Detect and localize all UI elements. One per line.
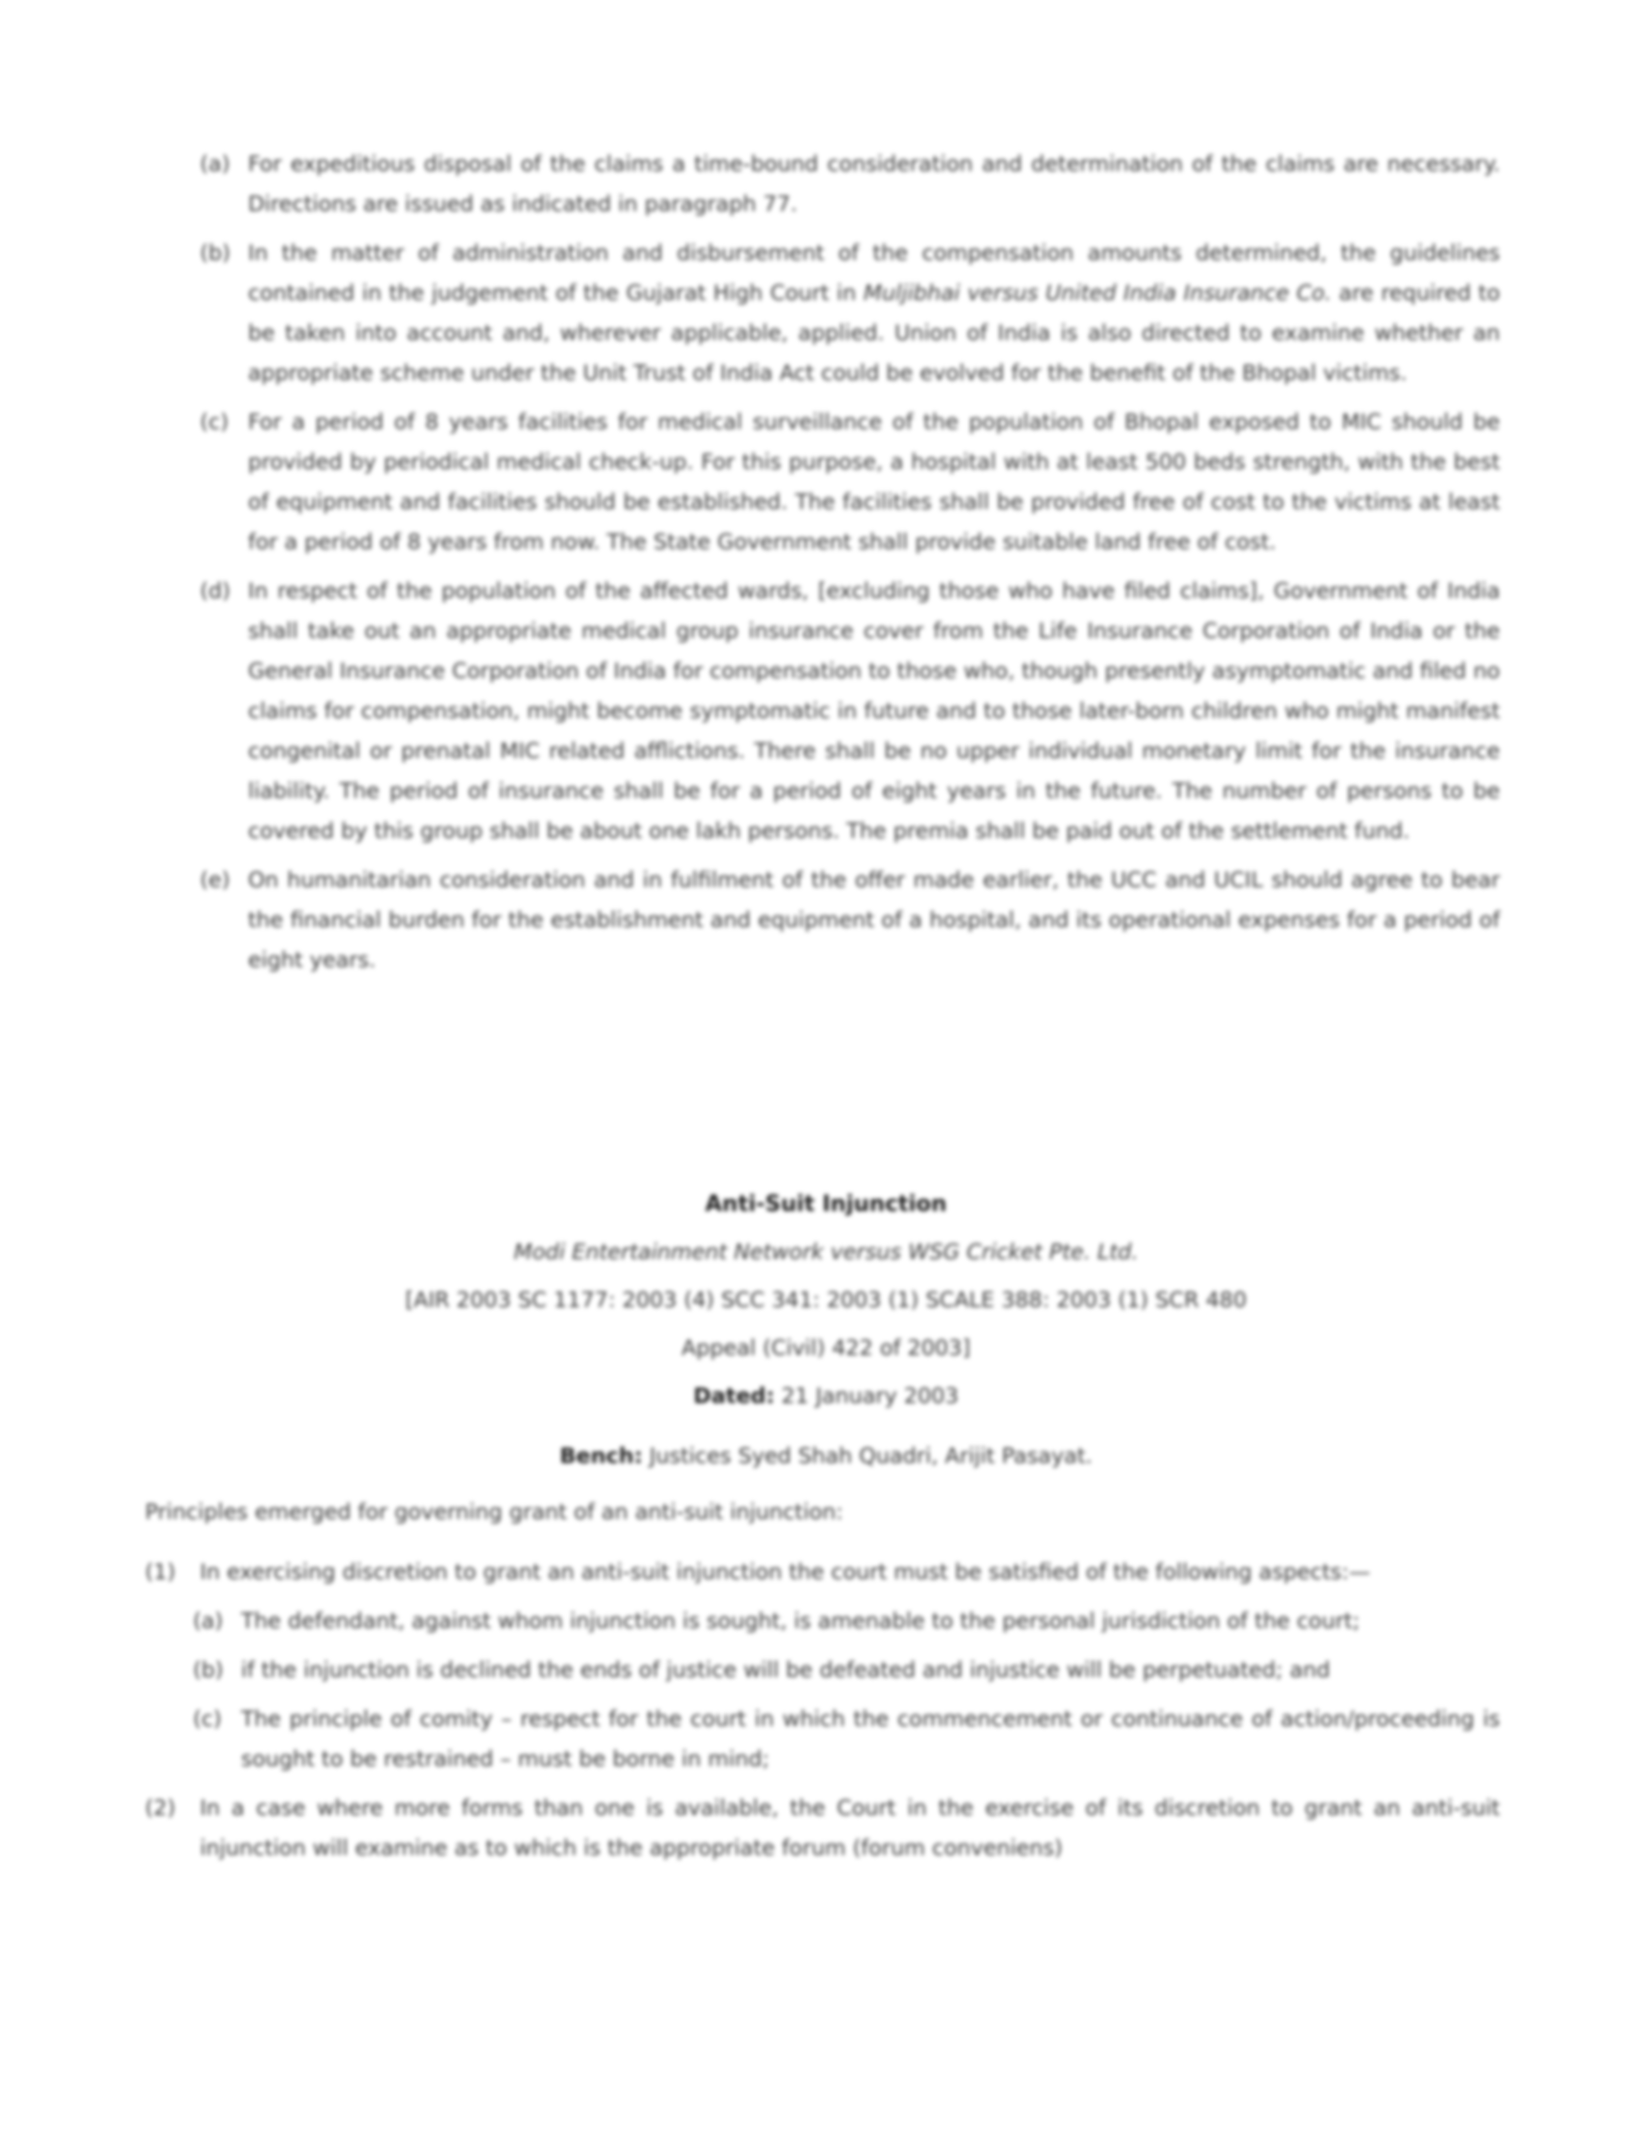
list-item (200, 861, 1500, 981)
item-label: (a) (193, 1609, 223, 1634)
case-name: Modi Entertainment Network versus WSG Cricket Pte. Ltd. (513, 1240, 1139, 1265)
item-label: (1) (145, 1560, 176, 1585)
case-date (0, 1377, 1652, 1417)
list-item (200, 234, 1500, 394)
list-item (193, 1700, 1500, 1780)
case-reference: Muljibhai versus United India Insurance Co. (863, 281, 1332, 306)
dated-value: 21 January 2003 (774, 1384, 959, 1409)
item-text: In exercising discretion to grant an anti-suit injunction the court must be satisfied of the following aspects:— (200, 1560, 1371, 1585)
list-item (145, 1789, 1500, 1869)
dated-label: Dated: (693, 1384, 775, 1409)
list-item (193, 1602, 1500, 1642)
item-label: (b) (193, 1658, 224, 1683)
list-item (200, 403, 1500, 563)
top-sub-list (200, 145, 1500, 990)
list-item (200, 572, 1500, 852)
item-text: For a period of 8 years facilities for medical surveillance of the population of Bhopal exposed to MIC should be provided by periodical medical check-up. For this purpose, a hospital with at least 500 beds strength, with the best of equipment and facilities should be established. The facilities shall be provided free of cost to the victims at least for a period of 8 years from now. The State Government shall provide suitable land free of cost. (248, 410, 1500, 555)
item-text: In respect of the population of the affected wards, [excluding those who have filed claims], Government of India shall take out an appropriate medical group insurance cover from the Life Insurance Corporation of India or the General Insurance Corporation of India for compensation to those who, though presently asymptomatic and filed no claims for compensation, might become symptomatic in future and to those later-born children who might manifest congenital or prenatal MIC related afflictions. There shall be no upper individual monetary limit for the insurance liability. The period of insurance shall be for a period of eight years in the future. The number of persons to be covered by this group shall be about one lakh persons. The premia shall be paid out of the settlement fund. (248, 579, 1500, 844)
bench-label: Bench: (559, 1444, 643, 1469)
item-text: For expeditious disposal of the claims a time-bound consideration and determination of the claims are necessary. Directions are issued as indicated in paragraph 77. (248, 152, 1500, 217)
bench-value: Justices Syed Shah Quadri, Arijit Pasayat. (642, 1444, 1093, 1469)
item-label: (b) (200, 241, 231, 266)
item-text: The principle of comity – respect for the court in which the commencement or continuance of action/proceeding is sought to be restrained – must be borne in mind; (241, 1707, 1500, 1772)
item-text: On humanitarian consideration and in fulfilment of the offer made earlier, the UCC and UCIL should agree to bear the financial burden for the establishment and equipment of a hospital, and its operational expenses for a period of eight years. (248, 868, 1500, 973)
item-label: (a) (200, 152, 230, 177)
item-label: (c) (200, 410, 229, 435)
case-header (0, 1185, 1652, 1477)
item-label: (c) (193, 1707, 222, 1732)
item-text: In the matter of administration and disbursement of the compensation amounts determined, the guidelines contained in the judgement of the Gujarat High Court in (248, 241, 1500, 306)
nested-list (145, 1602, 1500, 1780)
item-text: if the injunction is declined the ends of justice will be defeated and injustice will be perpetuated; and (241, 1658, 1331, 1683)
item-label: (2) (145, 1796, 176, 1821)
list-item (193, 1651, 1500, 1691)
item-text: The defendant, against whom injunction is sought, is amenable to the personal jurisdiction of the court; (241, 1609, 1360, 1634)
section-heading: Anti-Suit Injunction (705, 1192, 947, 1217)
case-bench (0, 1437, 1652, 1477)
case-citation: [AIR 2003 SC 1177: 2003 (4) SCC 341: 2003 (1) SCALE 388: 2003 (1) SCR 480 (405, 1288, 1247, 1313)
item-text: In a case where more forms than one is available, the Court in the exercise of its discretion to grant an anti-suit injunction will examine as to which is the appropriate forum (forum conveniens) (200, 1796, 1500, 1861)
list-item (145, 1553, 1500, 1593)
list-item (200, 145, 1500, 225)
case-appeal: Appeal (Civil) 422 of 2003] (681, 1336, 971, 1361)
item-text: are required to be taken into account and, wherever applicable, applied. Union of India is also directed to examine whether an appropriate scheme under the Unit Trust of India Act could be evolved for the benefit of the Bhopal victims. (248, 281, 1500, 386)
item-label: (e) (200, 868, 231, 893)
principles-intro: Principles emerged for governing grant of an anti-suit injunction: (145, 1500, 844, 1525)
item-label: (d) (200, 579, 231, 604)
principles-list (145, 1553, 1500, 1869)
